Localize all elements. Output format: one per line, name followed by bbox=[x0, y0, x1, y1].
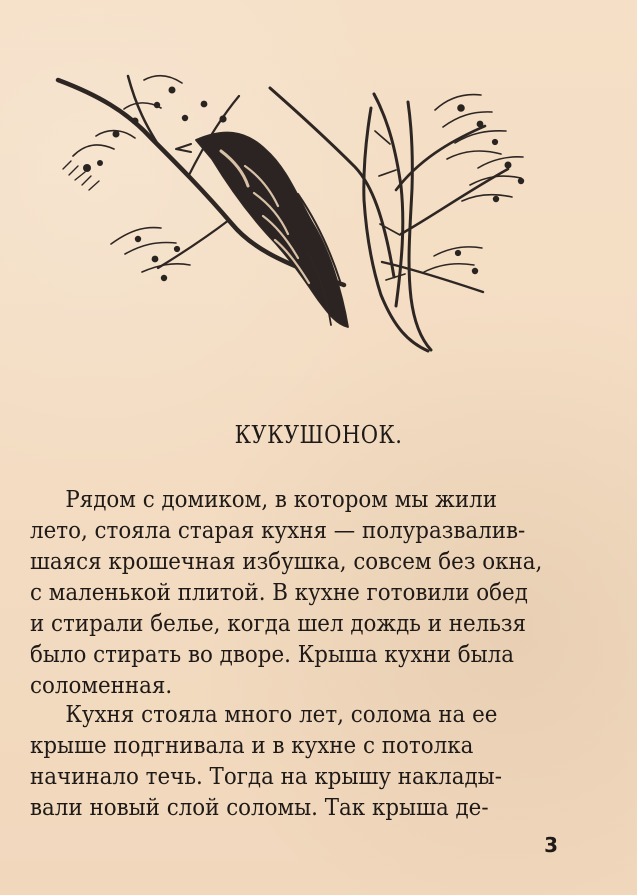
page-number: 3 bbox=[544, 833, 558, 857]
text-line: с маленькой плитой. В кухне готовили обед bbox=[30, 580, 528, 606]
text-line: крыше подгнивала и в кухне с потолка bbox=[30, 733, 474, 759]
body-paragraph-1 bbox=[30, 485, 543, 702]
page-title: КУКУШОНОК. bbox=[234, 421, 403, 449]
text-line: вали новый слой соломы. Так крыша де- bbox=[30, 795, 489, 821]
text-line: начинало течь. Тогда на крышу наклады- bbox=[30, 764, 502, 790]
text-line: Рядом с домиком, в котором мы жили bbox=[65, 487, 497, 513]
text-line: соломенная. bbox=[30, 673, 173, 699]
body-paragraph-2 bbox=[30, 700, 523, 824]
text-line: было стирать во дворе. Крыша кухни была bbox=[30, 642, 515, 668]
text-line: лето, стояла старая кухня — полуразвалив- bbox=[30, 518, 526, 544]
text-line: Кухня стояла много лет, солома на ее bbox=[65, 702, 498, 728]
cuckoo-illustration bbox=[40, 48, 540, 353]
text-line: шаяся крошечная избушка, совсем без окна, bbox=[30, 549, 543, 575]
text-line: и стирали белье, когда шел дождь и нельзя bbox=[30, 611, 527, 637]
